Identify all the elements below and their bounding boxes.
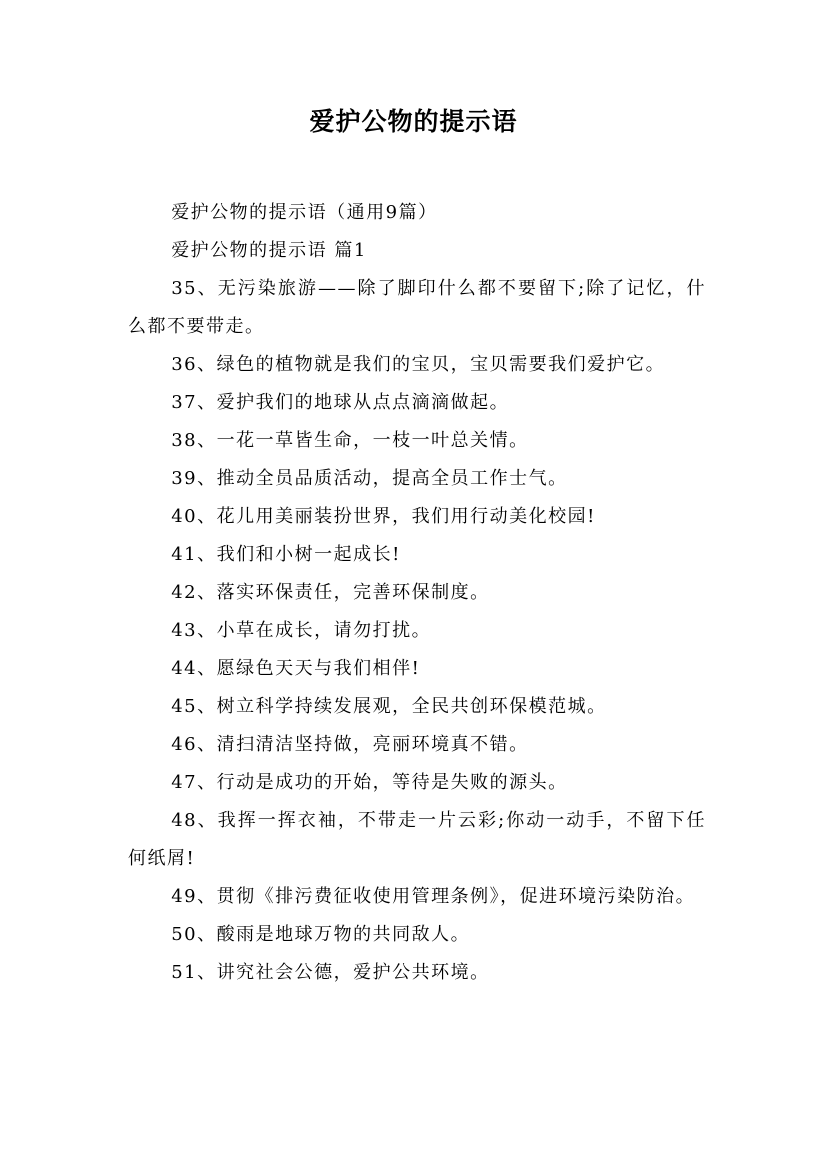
slogan-49: 49、贯彻《排污费征收使用管理条例》，促进环境污染防治。 — [171, 886, 696, 907]
slogan-37: 37、爱护我们的地球从点点滴滴做起。 — [171, 392, 510, 413]
document-body — [128, 194, 706, 992]
slogan-36: 36、绿色的植物就是我们的宝贝，宝贝需要我们爱护它。 — [171, 354, 666, 375]
page-title: 爱护公物的提示语 — [309, 107, 518, 136]
slogan-51: 51、讲究社会公德，爱护公共环境。 — [171, 962, 490, 983]
slogan-41: 41、我们和小树一起成长! — [171, 544, 401, 565]
slogan-43: 43、小草在成长，请勿打扰。 — [171, 620, 432, 641]
slogan-44: 44、愿绿色天天与我们相伴! — [171, 658, 421, 679]
slogan-46: 46、清扫清洁坚持做，亮丽环境真不错。 — [171, 734, 529, 755]
section-heading: 爱护公物的提示语 篇1 — [171, 240, 367, 261]
slogan-45: 45、树立科学持续发展观，全民共创环保模范城。 — [171, 696, 607, 717]
slogan-42: 42、落实环保责任，完善环保制度。 — [171, 582, 490, 603]
subtitle-paragraph: 爱护公物的提示语（通用9篇） — [171, 202, 438, 223]
slogan-50: 50、酸雨是地球万物的共同敌人。 — [171, 924, 471, 945]
slogan-39: 39、推动全员品质活动，提高全员工作士气。 — [171, 468, 568, 489]
slogan-40: 40、花儿用美丽装扮世界，我们用行动美化校园! — [171, 506, 596, 527]
slogan-35: 35、无污染旅游——除了脚印什么都不要留下;除了记忆，什么都不要带走。 — [128, 278, 706, 337]
slogan-47: 47、行动是成功的开始，等待是失败的源头。 — [171, 772, 568, 793]
slogan-48: 48、我挥一挥衣袖，不带走一片云彩;你动一动手，不留下任何纸屑! — [128, 810, 706, 869]
slogan-38: 38、一花一草皆生命，一枝一叶总关情。 — [171, 430, 529, 451]
